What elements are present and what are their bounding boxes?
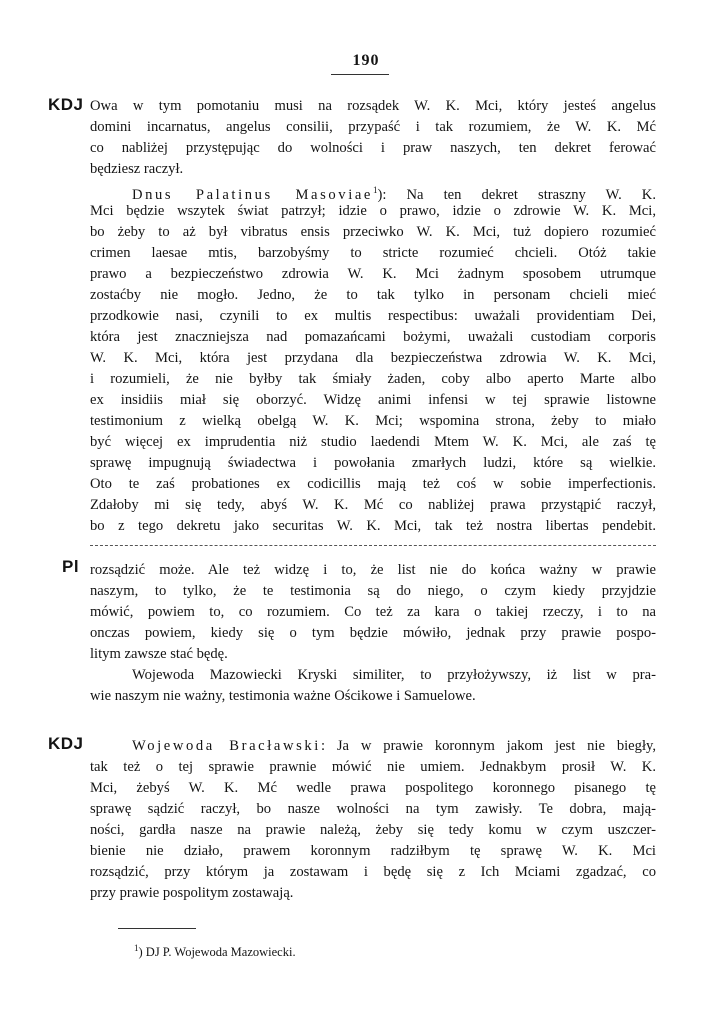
text-line: bo z tego dekretu jako securitas W. K. Mci, tak też nostra libertas pendebit. bbox=[90, 518, 656, 534]
text-line: co nabliżej przystępując do wolności i praw naszych, ten dekret ferować bbox=[90, 140, 656, 156]
text-line: być więcej ex imprudentia niż studio laedendi Mtem W. K. Mci, ale zaś tę bbox=[90, 434, 656, 450]
text-line: będziesz raczył. bbox=[90, 161, 184, 177]
footnote-rule bbox=[118, 928, 196, 929]
text-line: tak też o tej sprawie prawnie mówić nie umiem. Jednakbym prosił W. K. bbox=[90, 759, 656, 775]
paragraph-opening-line bbox=[132, 181, 656, 204]
text-span: : Ja w prawie koronnym jakom jest nie biegły, bbox=[320, 738, 656, 754]
text-line: Owa w tym pomotaniu musi na rozsądek W. K. Mci, który jesteś angelus bbox=[90, 98, 656, 114]
page-number: 190 bbox=[352, 52, 380, 69]
speaker-label: KDJ bbox=[48, 734, 84, 753]
text-line: Mci, żebyś W. K. Mć wedle prawa pospolitego koronnego pisanego tę bbox=[90, 780, 656, 796]
text-line: onczas powiem, kiedy się o tym będzie mówiło, jednak przy prawie pospo- bbox=[90, 625, 656, 641]
text-line: bienie nie działo, prawem koronnym radziłbym tę sprawę W. K. Mci bbox=[90, 843, 656, 859]
text-line: Wojewoda Mazowiecki Kryski similiter, to przyłożywszy, iż list w pra- bbox=[132, 667, 656, 683]
text-line: wie naszym nie ważny, testimonia ważne Ościkowe i Samuelowe. bbox=[90, 688, 476, 704]
page-number-underline bbox=[331, 74, 389, 75]
text-line: Oto te zaś probationes ex codicillis mają też coś w sobie imperfectionis. bbox=[90, 476, 656, 492]
text-line: rozsądzić może. Ale też widzę i to, że list nie do końca ważny w prawie bbox=[90, 562, 656, 578]
text-line: litym zawsze stać będę. bbox=[90, 646, 228, 662]
text-line: sprawę impugnują świadectwa i powołania zmarłych ludzi, które są wielkie. bbox=[90, 455, 656, 471]
text-line: crimen laesae mtis, barzobyśmy to stricte rozumieć chcieli. Otóż takie bbox=[90, 245, 656, 261]
speaker-name-spaced: Dnus Palatinus Masoviae bbox=[132, 186, 374, 203]
text-line: przy prawie pospolitym zostawają. bbox=[90, 885, 294, 901]
text-span: ): Na ten dekret straszny W. K. bbox=[377, 186, 656, 203]
text-line: prawo a bezpieczeństwo zdrowia W. K. Mci żadnym sposobem utrumque bbox=[90, 266, 656, 282]
footnote-text: ) DJ P. Wojewoda Mazowiecki. bbox=[138, 945, 296, 960]
footnote-ref: 1 bbox=[373, 185, 378, 195]
text-line: zostaćby nie mogło. Jedno, że to tak tylko in personam chcieli mieć bbox=[90, 287, 656, 303]
text-line: naszym, to tylko, że te testimonia są do niego, o czym kiedy przyjdzie bbox=[90, 583, 656, 599]
text-line: W. K. Mci, która jest przydana dla bezpieczeństwa zdrowia W. K. Mci, bbox=[90, 350, 656, 366]
speaker-name-spaced: Wojewoda Bracławski bbox=[132, 738, 321, 754]
text-line: sprawę sądzić raczył, bo nasze wolności na tym zawisły. Te dobra, mają- bbox=[90, 801, 656, 817]
text-line: testimonium z wielką obelgą W. K. Mci; wspomina strona, żeby to miało bbox=[90, 413, 656, 429]
text-line: bo żeby to aż był vibratus ensis przeciwko W. K. Mci, tuż dopiero rozumieć bbox=[90, 224, 656, 240]
text-line: Zdałoby mi się tedy, abyś W. K. Mć co nabliżej prawa przystąpić raczył, bbox=[90, 497, 656, 513]
section-divider bbox=[90, 545, 656, 546]
text-line: domini incarnatus, angelus consilii, przypaść i tak rozumiem, że W. K. Mć bbox=[90, 119, 656, 135]
speaker-label: Pl bbox=[62, 557, 80, 576]
speaker-label: KDJ bbox=[48, 95, 84, 114]
text-line: przodkowie nasi, czynili to ex multis respectibus: uważali providentiam Dei, bbox=[90, 308, 656, 324]
text-line: Mci będzie wszytek świat patrzył; idzie o prawo, idzie o zdrowie W. K. Mci, bbox=[90, 203, 656, 219]
text-line: mówić, powiem to, co rozumiem. Co też za kara o takiej rzeczy, i to na bbox=[90, 604, 656, 620]
text-line: ex insidiis miał się oborzyć. Widzę animi infensi w tej sprawie listowne bbox=[90, 392, 656, 408]
paragraph-opening-line bbox=[132, 737, 656, 755]
text-line: rozsądzić, przy którym ja zostawam i będę się z Ich Mciami zgadzać, co bbox=[90, 864, 656, 880]
footnote bbox=[134, 943, 296, 960]
footnote-mark: 1 bbox=[134, 943, 139, 953]
text-line: która jest znaczniejsza nad pomazańcami bożymi, uważali custodiam corporis bbox=[90, 329, 656, 345]
text-line: ności, gardła nasze na prawie należą, żeby się tedy komu w czym uszczer- bbox=[90, 822, 656, 838]
text-line: i rozumieli, że nie byłby tak śmiały żaden, coby albo aperto Marte albo bbox=[90, 371, 656, 387]
